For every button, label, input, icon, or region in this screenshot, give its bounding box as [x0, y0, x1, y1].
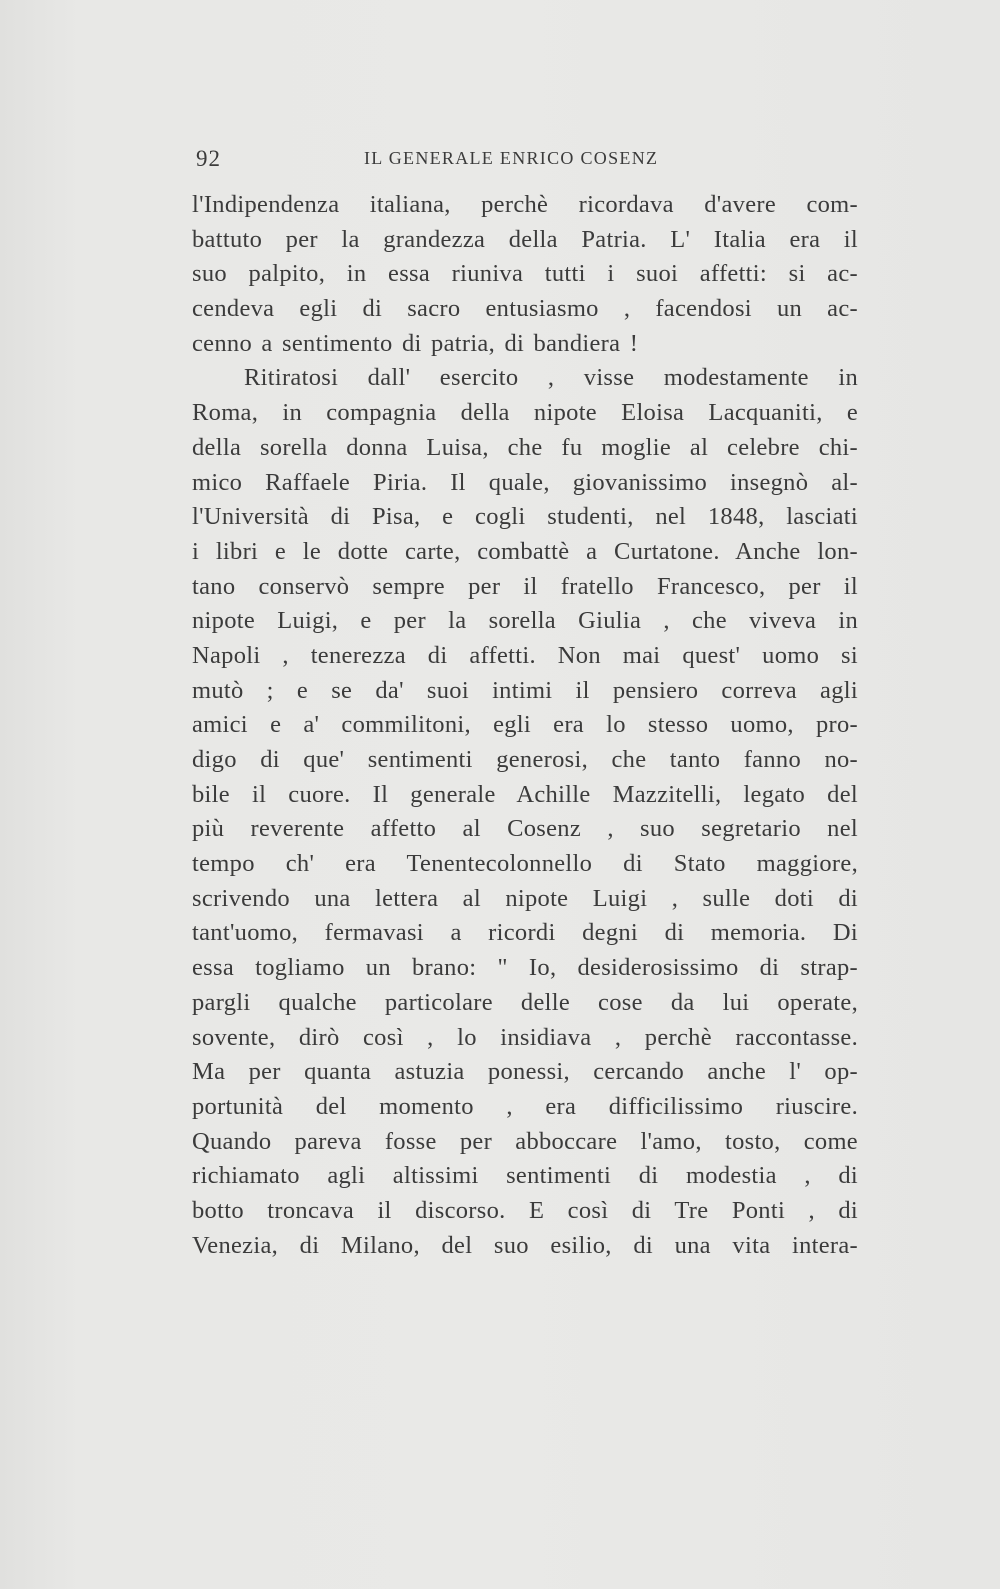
text-line: battuto per la grandezza della Patria. L' Italia era il	[192, 225, 858, 253]
text-line: cendeva egli di sacro entusiasmo , facendosi un ac-	[192, 295, 858, 323]
text-line: essa togliamo un brano: " Io, desiderosissimo di strap-	[192, 954, 858, 982]
text-line: pargli qualche particolare delle cose da lui operate,	[192, 988, 858, 1016]
text-line: scrivendo una lettera al nipote Luigi , sulle doti di	[192, 884, 858, 912]
text-line: Venezia, di Milano, del suo esilio, di una vita intera-	[192, 1231, 858, 1259]
text-line: Roma, in compagnia della nipote Eloisa Lacquaniti, e	[192, 399, 858, 427]
text-line: portunità del momento , era difficilissimo riuscire.	[192, 1092, 858, 1120]
text-line: digo di que' sentimenti generosi, che tanto fanno no-	[192, 746, 858, 773]
text-line: l'Indipendenza italiana, perchè ricordava d'avere com-	[192, 191, 858, 218]
text-line: tempo ch' era Tenentecolonnello di Stato maggiore,	[192, 850, 858, 878]
text-line: più reverente affetto al Cosenz , suo segretario nel	[192, 815, 858, 843]
text-line: richiamato agli altissimi sentimenti di modestia , di	[192, 1162, 858, 1190]
text-line: nipote Luigi, e per la sorella Giulia , che viveva in	[192, 607, 858, 635]
text-line: tano conservò sempre per il fratello Francesco, per il	[192, 572, 858, 600]
text-line: bile il cuore. Il generale Achille Mazzitelli, legato del	[192, 780, 858, 808]
text-line: Ma per quanta astuzia ponessi, cercando anche l' op-	[192, 1058, 858, 1086]
text-line: i libri e le dotte carte, combattè a Curtatone. Anche lon-	[192, 537, 858, 565]
text-line: sovente, dirò così , lo insidiava , perchè raccontasse.	[192, 1023, 858, 1051]
running-head: IL GENERALE ENRICO COSENZ	[364, 148, 659, 168]
text-line: suo palpito, in essa riuniva tutti i suoi affetti: si ac-	[192, 260, 858, 288]
text-line: l'Università di Pisa, e cogli studenti, nel 1848, lasciati	[192, 503, 858, 531]
page-number: 92	[196, 146, 221, 171]
text-line: botto troncava il discorso. E così di Tre Ponti , di	[192, 1196, 858, 1224]
body-text	[192, 188, 858, 1263]
text-line: della sorella donna Luisa, che fu moglie al celebre chi-	[192, 433, 858, 461]
text-line: mutò ; e se da' suoi intimi il pensiero correva agli	[192, 676, 858, 704]
text-line: cenno a sentimento di patria, di bandiera !	[192, 329, 639, 357]
text-line: Napoli , tenerezza di affetti. Non mai quest' uomo si	[192, 641, 858, 669]
text-line: tant'uomo, fermavasi a ricordi degni di memoria. Di	[192, 919, 858, 947]
page-header	[196, 146, 856, 176]
text-line: Ritiratosi dall' esercito , visse modestamente in	[244, 364, 858, 392]
text-line: mico Raffaele Piria. Il quale, giovanissimo insegnò al-	[192, 468, 858, 496]
text-line: amici e a' commilitoni, egli era lo stesso uomo, pro-	[192, 711, 858, 739]
text-line: Quando pareva fosse per abboccare l'amo, tosto, come	[192, 1127, 858, 1155]
